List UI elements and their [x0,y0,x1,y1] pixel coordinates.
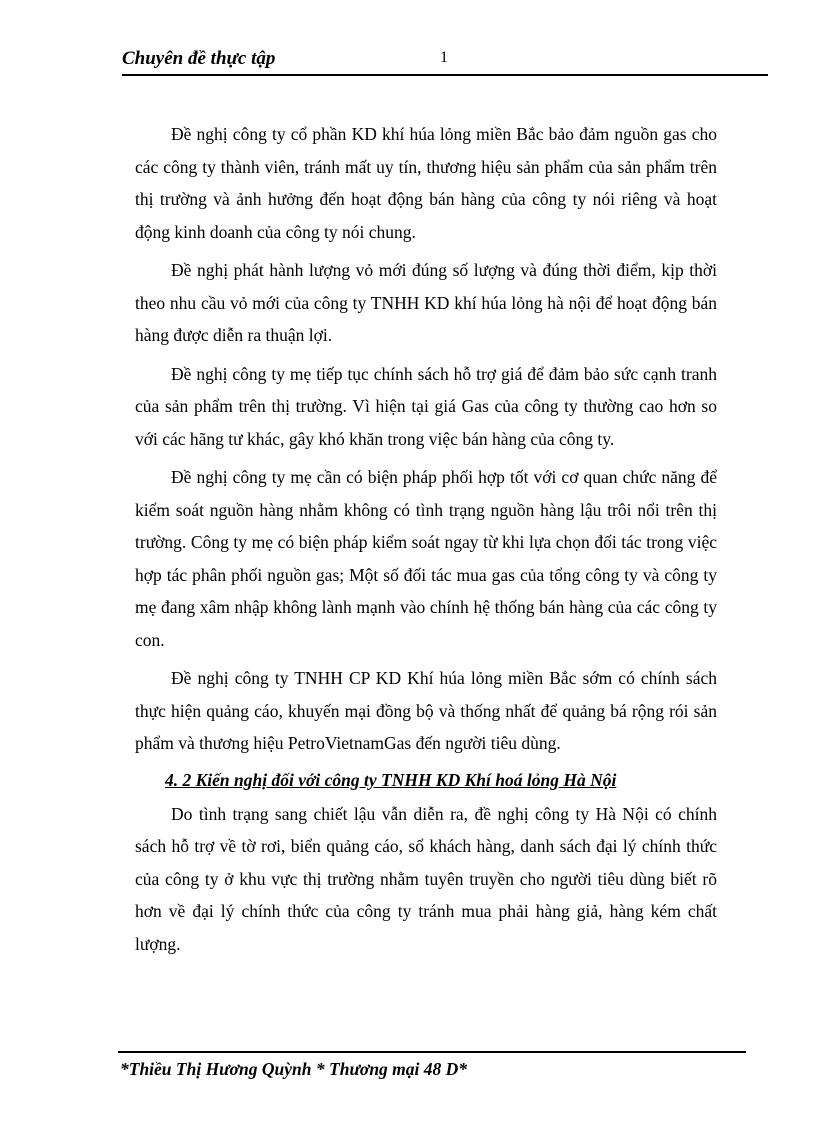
paragraph-3: Đề nghị công ty mẹ tiếp tục chính sách hỗ trợ giá để đảm bảo sức cạnh tranh của sản phẩm trên thị trường. Vì hiện tại giá Gas của công ty thường cao hơn so với các hãng tư khác, gây khó khăn trong việc bán hàng của công ty. [135,363,717,449]
section-paragraph: Do tình trạng sang chiết lậu vẫn diễn ra, đề nghị công ty Hà Nội có chính sách hỗ trợ về tờ rơi, biển quảng cáo, sổ khách hàng, danh sách đại lý chính thức của công ty ở khu vực thị trường nhằm tuyên truyền cho người tiêu dùng biết rõ hơn về đại lý chính thức của công ty tránh mua phải hàng giả, hàng kém chất lượng. [135,803,717,954]
section-heading: 4. 2 Kiến nghị đối với công ty TNHH KD Khí hoá lỏng Hà Nội [165,769,617,790]
paragraph-4: Đề nghị công ty mẹ cần có biện pháp phối hợp tốt với cơ quan chức năng để kiểm soát nguồn hàng nhằm không có tình trạng nguồn hàng lậu trôi nổi trên thị trường. Công ty mẹ có biện pháp kiểm soát ngay từ khi lựa chọn đối tác trong việc hợp tác phân phối nguồn gas; Một số đối tác mua gas của tổng công ty và công ty mẹ đang xâm nhập không lành mạnh vào chính hệ thống bán hàng của các công ty con. [135,467,717,650]
document-body [135,118,717,966]
page-header [122,46,768,76]
paragraph-1: Đề nghị công ty cổ phần KD khí húa lỏng miền Bắc bảo đảm nguồn gas cho các công ty thành viên, tránh mất uy tín, thương hiệu sản phẩm của sản phẩm trên thị trường và ảnh hưởng đến hoạt động bán hàng của công ty nói riêng và hoạt động kinh doanh của công ty nói chung. [135,124,717,242]
footer-text: *Thiều Thị Hương Quỳnh * Thương mại 48 D* [120,1059,468,1079]
page-footer [118,1051,746,1079]
paragraph-2: Đề nghị phát hành lượng vỏ mới đúng số lượng và đúng thời điểm, kịp thời theo nhu cầu vỏ mới của công ty TNHH KD khí húa lỏng hà nội để hoạt động bán hàng được diễn ra thuận lợi. [135,260,717,345]
paragraph-5: Đề nghị công ty TNHH CP KD Khí húa lỏng miền Bắc sớm có chính sách thực hiện quảng cáo, khuyến mại đồng bộ và thống nhất để quảng bá rộng rói sản phẩm và thương hiệu PetroVietnamGas đến người tiêu dùng. [135,668,717,753]
header-title: Chuyên đề thực tập [122,48,276,69]
page-number: 1 [440,49,448,66]
